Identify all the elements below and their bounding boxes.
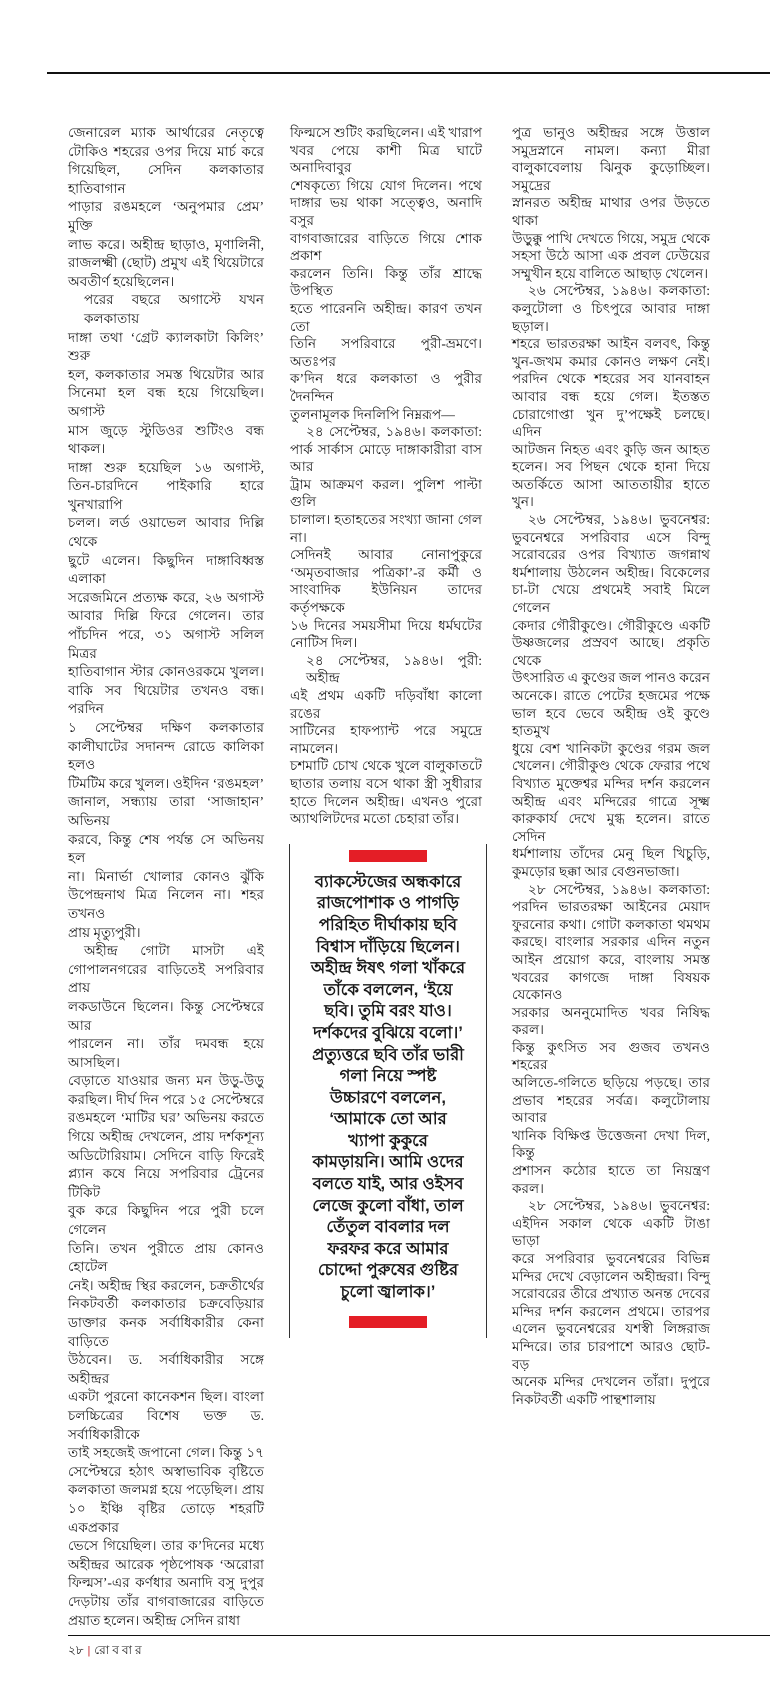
pull-quote-line: তেঁতুল বাবলার দল: [326, 1218, 450, 1237]
pull-quote-line: খ্যাপা কুকুরে: [348, 1131, 428, 1150]
text-line: কেদার গৌরীকুণ্ডে। গৌরীকুণ্ডে একটি: [512, 617, 710, 633]
text-line: কালীঘাটের সদানন্দ রোডে কালিকা হলও: [68, 738, 264, 773]
paragraph: [512, 124, 710, 282]
text-line: শহরে ভারতরক্ষা আইন বলবৎ, কিন্তু: [512, 336, 710, 352]
text-line: লাভ করে। অহীন্দ্র ছাড়াও, মৃণালিনী,: [68, 236, 264, 252]
text-line: মন্দির দেখে বেড়ালেন অহীন্দ্ররা। বিন্দু: [512, 1268, 710, 1284]
text-line: ২৬ সেপ্টেম্বর, ১৯৪৬। কলকাতা:: [528, 283, 710, 299]
text-line: প্রয়াত হলেন। অহীন্দ্র সেদিন রাধা: [68, 1612, 241, 1628]
text-line: ১৬ দিনের সময়সীমা দিয়ে ধর্মঘটের: [290, 617, 482, 633]
text-line: এই প্রথম একটি দড়িবাঁধা কালো রঙের: [290, 688, 482, 721]
text-line: সরেজমিনে প্রত্যক্ষ করে, ২৬ অগাস্ট: [68, 589, 264, 605]
text-line: ট্রাম আক্রমণ করল। পুলিশ পাল্টা গুলি: [290, 476, 482, 510]
text-line: খানিক বিক্ষিপ্ত উত্তেজনা দেখা দিল, কিন্তু: [512, 1127, 710, 1161]
text-line: সাটিনের হাফপ্যান্ট পরে সমুদ্রে নামলেন।: [290, 723, 482, 756]
pull-quote-line: পরিহিত দীর্ঘাকায় ছবি: [318, 915, 458, 934]
pull-quote-line: ‘আমাকে তো আর: [329, 1110, 447, 1129]
text-line: ছুটে এলেন। কিছুদিন দাঙ্গাবিধ্বস্ত এলাকা: [68, 552, 264, 587]
text-line: দাঙ্গা শুরু হয়েছিল ১৬ অগাস্ট,: [68, 459, 264, 475]
text-line: ২৬ সেপ্টেম্বর, ১৯৪৬। ভুবনেশ্বর:: [528, 512, 710, 528]
text-line: মাস জুড়ে স্টুডিওর শুটিংও বন্ধ থাকল।: [68, 422, 264, 457]
text-line: ২৪ সেপ্টেম্বর, ১৯৪৬। পুরী: অহীন্দ্র: [306, 652, 482, 686]
text-line: নিকটবর্তী একটি পান্থশালায়: [512, 1391, 656, 1407]
text-line: ২৪ সেপ্টেম্বর, ১৯৪৬। কলকাতা:: [306, 424, 482, 440]
text-line: প্রভাব শহরের সর্বত্র। কলুটোলায় আবার: [512, 1092, 710, 1126]
text-line: বাগবাজারের বাড়িতে গিয়ে শোক প্রকাশ: [290, 230, 482, 264]
text-line: পাড়ার রঙমহলে ‘অনুপমার প্রেম’ মুক্তি: [68, 199, 264, 233]
text-line: এইদিন সকাল থেকে একটি টাঙা ভাড়া: [512, 1215, 710, 1249]
text-line: খবরের কাগজে দাঙ্গা বিষয়ক যেকোনও: [512, 969, 710, 1003]
pull-quote-line: বলতে যাই, আর ওইসব: [312, 1175, 464, 1194]
article-column-2: [290, 124, 482, 828]
text-line: বেড়াতে যাওয়ার জন্য মন উড়ু-উড়ু: [68, 1073, 264, 1089]
pull-quote-line: গলা নিয়ে স্পষ্ট: [339, 1067, 437, 1086]
text-line: নিকটবর্তী কলকাতার চক্রবেড়িয়ার: [68, 1296, 264, 1312]
text-line: সেপ্টেম্বরে হঠাৎ অস্বাভাবিক বৃষ্টিতে: [68, 1463, 264, 1479]
text-line: তিন-চারদিনে পাইকারি হারে খুনখারাপি: [68, 478, 264, 512]
text-line: খুন-জখম কমার কোনও লক্ষণ নেই।: [512, 353, 710, 369]
text-line: জেনারেল ম্যাক আর্থারের নেতৃত্বে: [68, 125, 264, 140]
text-line: একটা পুরনো কানেকশন ছিল। বাংলা: [68, 1389, 264, 1405]
text-line: তিনি সপরিবারে পুরী-ভ্রমণে। অতঃপর: [290, 336, 482, 369]
text-line: পাঁচদিন পরে, ৩১ অগাস্ট সলিল মিত্রর: [68, 627, 264, 661]
text-line: গোপালনগরের বাড়িতেই সপরিবার প্রায়: [68, 961, 264, 996]
text-line: চলচ্চিত্রের বিশেষ ভক্ত ড. সর্বাধিকারীকে: [68, 1407, 264, 1442]
text-line: আইন প্রয়োগ করে, বাংলায় সমস্ত: [512, 951, 710, 967]
article-column-3: [512, 124, 710, 1408]
pull-quote-line: উচ্চারণে বললেন,: [330, 1088, 446, 1107]
text-line: চশমাটি চোখ থেকে খুলে বালুকাতটে: [290, 758, 482, 774]
text-line: সরকার অননুমোদিত খবর নিষিদ্ধ করল।: [512, 1004, 710, 1038]
pull-quote-line: চোদ্দো পুরুষের গুষ্টির: [317, 1261, 459, 1280]
text-line: করলেন তিনি। কিন্তু তাঁর শ্রাদ্ধে উপস্থিত: [290, 265, 482, 299]
text-line: সিনেমা হল বন্ধ হয়ে গিয়েছিল। অগাস্ট: [68, 385, 264, 419]
text-line: অনেকে। রাতে পেটের হজমের পক্ষে: [512, 688, 710, 703]
pull-quote-line: তাঁকে বললেন, ‘ইয়ে: [323, 980, 453, 999]
pull-quote-line: লেজে কুলো বাঁধা, তাল: [312, 1196, 464, 1215]
text-line: ভেসে গিয়েছিল। তার ক’দিনের মধ্যে: [68, 1538, 264, 1554]
text-line: রঙমহলে ‘মাটির ঘর’ অভিনয় করতে: [68, 1110, 264, 1126]
text-line: ফিল্মসে শুটিং করছিলেন। এই খারাপ: [290, 125, 482, 140]
text-line: পরের বছরে অগাস্টে যখন কলকাতায়: [84, 292, 264, 326]
page-footer: [68, 1642, 770, 1682]
text-line: কলুটোলা ও চিৎপুরে আবার দাঙ্গা ছড়াল।: [512, 300, 710, 334]
text-line: নোটিস দিল।: [290, 635, 358, 651]
bottom-rule: [68, 1635, 770, 1636]
text-line: মন্দিরে। তার চারপাশে আরও ছোট-বড়: [512, 1338, 710, 1372]
text-line: স্নানরত অহীন্দ্র মাথার ওপর উড়তে থাকা: [512, 195, 710, 228]
text-line: বিখ্যাত মুক্তেশ্বর মন্দির দর্শন করলেন: [512, 775, 710, 791]
paragraph: [68, 124, 264, 291]
pull-quote-line: চুলো জ্বালাক।’: [340, 1283, 436, 1302]
pull-quote-line: ব্যাকস্টেজের অন্ধকারে: [314, 872, 462, 891]
text-line: অহীন্দ্র এবং মন্দিরের গাত্রে সূক্ষ্ম: [512, 793, 710, 809]
paragraph: [290, 652, 482, 828]
text-line: ক’দিন ধরে কলকাতা ও পুরীর দৈনন্দিন: [290, 371, 482, 404]
text-line: ধর্মশালায় উঠলেন অহীন্দ্র। বিকেলের: [512, 564, 710, 580]
paragraph: [512, 511, 710, 880]
text-line: ফুরনোর কথা। গোটা কলকাতা থমথম: [512, 916, 710, 932]
text-line: উষ্ণজলের প্রস্রবণ আছে। প্রকৃতি থেকে: [512, 635, 710, 668]
text-line: বাকি সব থিয়েটার তখনও বন্ধ। পরদিন: [68, 682, 264, 717]
pull-quote-top-bar: [349, 850, 427, 862]
text-line: চোরাগোপ্তা খুন দু’পক্ষেই চলছে। এদিন: [512, 406, 710, 440]
pull-quote-line: প্রত্যুত্তরে ছবি তাঁর ভারী: [312, 1045, 464, 1064]
text-line: ১ সেপ্টেম্বর দক্ষিণ কলকাতার: [68, 720, 264, 735]
paragraph: [512, 282, 710, 511]
text-line: অডিটোরিয়াম। সেদিনে বাড়ি ফিরেই: [68, 1147, 264, 1163]
text-line: করবে, কিন্তু শেষ পর্যন্ত সে অভিনয় হল: [68, 831, 264, 866]
paragraph: [512, 1197, 710, 1408]
text-line: নেই। অহীন্দ্র স্থির করলেন, চক্রতীর্থের: [68, 1277, 264, 1293]
text-line: উড়ুক্কু পাখি দেখতে গিয়ে, সমুদ্র থেকে: [512, 230, 710, 246]
text-line: ধর্মশালায় তাঁদের মেনু ছিল খিচুড়ি,: [512, 846, 710, 862]
text-line: প্রায় মৃত্যুপুরী।: [68, 924, 141, 940]
text-line: পরদিন ভারতরক্ষা আইনের মেয়াদ: [512, 899, 710, 915]
text-line: ২৮ সেপ্টেম্বর, ১৯৪৬। ভুবনেশ্বর:: [528, 1198, 710, 1214]
page-number: ২৮: [68, 1643, 84, 1658]
text-line: বালুকাবেলায় ঝিনুক কুড়োচ্ছিল। সমুদ্রের: [512, 160, 710, 193]
text-line: ছাতার তলায় বসে থাকা স্ত্রী সুধীরার: [290, 775, 482, 791]
text-line: ১০ ইঞ্চি বৃষ্টির তোড়ে শহরটি একপ্রকার: [68, 1500, 264, 1535]
pull-quote-line: ফরফর করে আমার: [327, 1239, 449, 1258]
text-line: অনেক মন্দির দেখলেন তাঁরা। দুপুরে: [512, 1374, 710, 1390]
text-line: জানাল, সন্ধ্যায় তারা ‘সাজাহান’ অভিনয়: [68, 794, 264, 828]
text-line: খবর পেয়ে কাশী মিত্র ঘাটে অনাদিবাবুর: [290, 142, 482, 176]
text-line: করছিল। দীর্ঘ দিন পরে ১৫ সেপ্টেম্বরে: [68, 1091, 264, 1107]
article-column-1: [68, 124, 264, 1630]
text-line: অ্যাথলিটদের মতো চেহারা তাঁর।: [290, 811, 460, 827]
pull-quote-line: রাজপোশাক ও পাগড়ি: [317, 894, 459, 913]
text-line: আটজন নিহত এবং কুড়ি জন আহত: [512, 441, 710, 457]
paragraph: [68, 291, 264, 942]
text-line: সমুদ্রস্নানে নামল। কন্যা মীরা: [512, 142, 710, 158]
text-line: দাঙ্গা তথা ‘গ্রেট ক্যালকাটা কিলিং’ শুরু: [68, 329, 264, 364]
pull-quote-box: [289, 844, 487, 1338]
text-line: উপেন্দ্রনাথ মিত্র নিলেন না। শহর তখনও: [68, 887, 264, 921]
text-line: উঠবেন। ড. সর্বাধিকারীর সঙ্গে অহীন্দ্রর: [68, 1352, 264, 1386]
pull-quote-line: বিশ্বাস দাঁড়িয়ে ছিলেন।: [316, 937, 460, 956]
text-line: টিমটিম করে খুলল। ওইদিন ‘রঙমহল’: [68, 775, 264, 791]
text-line: কলকাতা জলমগ্ন হয়ে পড়েছিল। প্রায়: [68, 1482, 264, 1498]
text-line: সাংবাদিক ইউনিয়ন তাদের কর্তৃপক্ষকে: [290, 582, 482, 616]
middle-column: [290, 124, 486, 1338]
text-line: করে সপরিবার ভুবনেশ্বরের বিভিন্ন: [512, 1251, 710, 1266]
text-line: হতে পারেননি অহীন্দ্র। কারণ তখন তো: [290, 300, 482, 334]
text-line: টোকিও শহরের ওপর দিয়ে মার্চ করে: [68, 143, 264, 159]
text-line: সেদিনই আবার নোনাপুকুরে: [290, 547, 482, 563]
pull-quote-line: অহীন্দ্র ঈষৎ গলা খাঁকরে: [310, 959, 466, 978]
text-line: পার্ক সার্কাস মোড়ে দাঙ্গাকারীরা বাস আর: [290, 441, 482, 475]
text-line: রাজলক্ষ্মী (ছোট) প্রমুখ এই থিয়েটারে: [68, 255, 264, 271]
article-columns: [68, 124, 770, 1630]
text-line: প্রশাসন কঠোর হাতে তা নিয়ন্ত্রণ করল।: [512, 1163, 710, 1196]
text-line: তাই সহজেই জপানো গেল। কিন্তু ১৭: [68, 1445, 264, 1461]
pull-quote: [290, 862, 486, 1316]
text-line: আবার বন্ধ হয়ে গেল। ইতস্তত: [512, 388, 710, 404]
text-line: ডাক্তার কনক সর্বাধিকারীর কেনা বাড়িতে: [68, 1315, 264, 1349]
magazine-name: রো ব বা র: [94, 1643, 142, 1658]
text-line: প্ল্যান কষে নিয়ে সপরিবার ট্রেনের টিকিট: [68, 1166, 264, 1200]
pull-quote-bottom-bar: [349, 1316, 427, 1328]
paragraph: [68, 942, 264, 1630]
text-line: সরোবরের ওপর বিখ্যাত জগন্নাথ: [512, 547, 710, 563]
text-line: এলেন ভুবনেশ্বরের যশস্বী লিঙ্গরাজ: [512, 1321, 710, 1337]
pull-quote-line: দর্শকদের বুঝিয়ে বলো।’: [313, 1023, 463, 1042]
text-line: উৎসারিত এ কুণ্ডের জল পানও করেন: [512, 670, 710, 686]
text-line: ‘অমৃতবাজার পত্রিকা’-র কর্মী ও: [290, 564, 482, 580]
text-line: আবার দিল্লি ফিরে গেলেন। তার: [68, 608, 264, 624]
footer-separator: |: [87, 1643, 91, 1658]
text-line: গিয়েছিল, সেদিন কলকাতার হাতিবাগান: [68, 162, 264, 196]
text-line: কুমড়োর ছক্কা আর বেগুনভাজা।: [512, 863, 680, 879]
text-line: বুক করে কিছুদিন পরে পুরী চলে গেলেন: [68, 1203, 264, 1238]
paragraph: [290, 423, 482, 652]
text-line: পরদিন থেকে শহরের সব যানবাহন: [512, 371, 710, 387]
text-line: চলল। লর্ড ওয়াভেল আবার দিল্লি থেকে: [68, 515, 264, 550]
text-line: অবতীর্ণ হয়েছিলেন।: [68, 273, 175, 289]
text-line: সহসা উঠে আসা এক প্রবল ঢেউয়ের: [512, 248, 710, 264]
text-line: পুত্র ভানুও অহীন্দ্রর সঙ্গে উত্তাল: [512, 125, 710, 140]
paragraph: [290, 124, 482, 423]
text-line: অহীন্দ্রর আরেক পৃষ্ঠপোষক ‘অরোরা: [68, 1556, 264, 1572]
text-line: ২৮ সেপ্টেম্বর, ১৯৪৬। কলকাতা:: [528, 881, 710, 897]
paragraph: [512, 881, 710, 1198]
text-line: করছে। বাংলার সরকার এদিন নতুন: [512, 934, 710, 950]
text-line: হলেন। সব পিছন থেকে হানা দিয়ে: [512, 459, 710, 475]
text-line: মন্দির দর্শন করলেন প্রথমে। তারপর: [512, 1303, 710, 1319]
text-line: সরোবরের তীরে প্রখ্যাত অনন্ত দেবের: [512, 1286, 710, 1302]
text-line: চালাল। হতাহতের সংখ্যা জানা গেল না।: [290, 512, 482, 545]
text-line: লকডাউনে ছিলেন। কিন্তু সেপ্টেম্বরে আর: [68, 998, 264, 1033]
text-line: না। মিনার্ভা খোলার কোনও ঝুঁকি: [68, 868, 264, 884]
text-line: অহীন্দ্র গোটা মাসটা এই: [84, 943, 264, 959]
text-line: শেষকৃত্যে গিয়ে যোগ দিলেন। পথে: [290, 177, 482, 193]
text-line: খেলেন। গৌরীকুণ্ড থেকে ফেরার পথে: [512, 758, 710, 774]
text-line: ধুয়ে বেশ খানিকটা কুণ্ডের গরম জল: [512, 740, 710, 756]
text-line: দাঙ্গার ভয় থাকা সত্ত্বেও, অনাদি বসুর: [290, 195, 482, 228]
pull-quote-line: কামড়ায়নি। আমি ওদের: [312, 1153, 464, 1172]
text-line: চা-টা খেয়ে প্রথমেই সবাই মিলে গেলেন: [512, 582, 710, 616]
text-line: পারলেন না। তাঁর দমবন্ধ হয়ে আসছিল।: [68, 1036, 264, 1070]
pull-quote-line: ছবি। তুমি বরং যাও।: [324, 1002, 452, 1021]
text-line: সম্মুখীন হয়ে বালিতে আছাড় খেলেন।: [512, 265, 709, 281]
text-line: হল, কলকাতার সমস্ত থিয়েটার আর: [68, 366, 264, 382]
text-line: অলিতে-গলিতে ছড়িয়ে পড়ছে। তার: [512, 1075, 710, 1091]
text-line: ভুবনেশ্বরে সপরিবার এসে বিন্দু: [512, 529, 710, 545]
text-line: গিয়ে অহীন্দ্র দেখলেন, প্রায় দর্শকশূন্য: [68, 1129, 264, 1145]
text-line: কিন্তু কুৎসিত সব গুজব তখনও শহরের: [512, 1039, 710, 1073]
text-line: দেড়টায় তাঁর বাগবাজারের বাড়িতে: [68, 1593, 264, 1609]
text-line: তিনি। তখন পুরীতে প্রায় কোনও হোটেল: [68, 1240, 264, 1275]
text-line: অতর্কিতে আসা আততায়ীর হাতে খুন।: [512, 476, 710, 510]
text-line: হাতে দিলেন অহীন্দ্র। এখনও পুরো: [290, 793, 482, 809]
text-line: কারুকার্য দেখে মুগ্ধ হলেন। রাতে সেদিন: [512, 811, 710, 844]
text-line: ভাল হবে ভেবে অহীন্দ্র ওই কুণ্ডে হাতমুখ: [512, 705, 710, 739]
text-line: তুলনামূলক দিনলিপি নিম্নরূপ—: [290, 406, 455, 422]
text-line: হাতিবাগান স্টার কোনওরকমে খুলল।: [68, 664, 264, 680]
text-line: ফিল্মস’-এর কর্ণধার অনাদি বসু দুপুর: [68, 1575, 264, 1591]
